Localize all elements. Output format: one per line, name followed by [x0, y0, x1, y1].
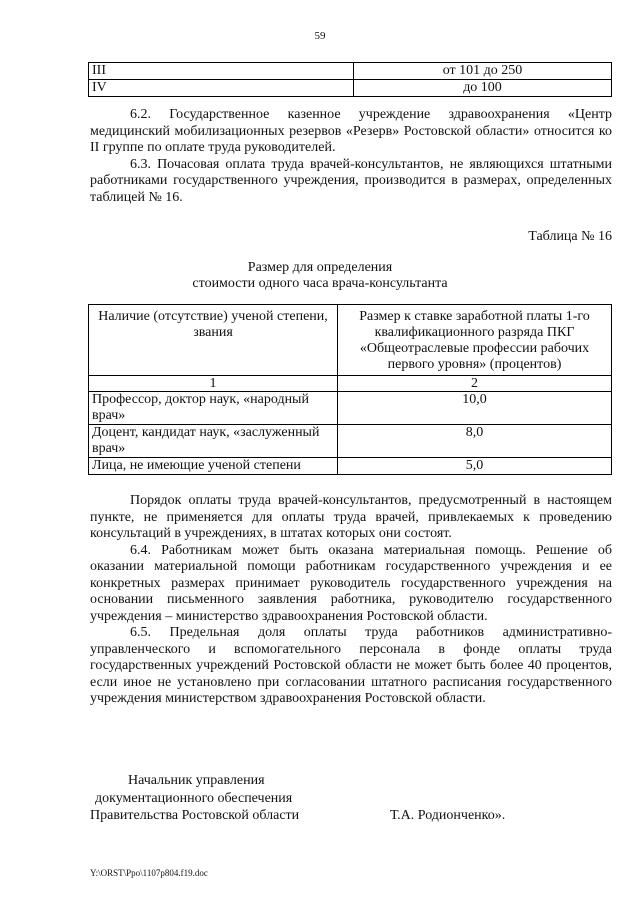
group-cell: IV [89, 80, 354, 97]
paragraph-6-3: 6.3. Почасовая оплата труда врачей-консультантов, не являющихся штатными работниками государственного учреждения, производится в размерах, определенных таблицей № 16. [90, 156, 612, 205]
table-row [89, 392, 612, 425]
row-name: Профессор, доктор наук, «народный врач» [89, 392, 338, 425]
group-cell: III [89, 63, 354, 80]
column-number-row [89, 376, 612, 392]
value-cell: от 101 до 250 [354, 63, 612, 80]
table-16 [88, 304, 612, 475]
row-name: Доцент, кандидат наук, «заслуженный врач» [89, 425, 338, 458]
table-row [89, 63, 612, 80]
file-path-footer: Y:\ORST\Ppo\1107p804.f19.doc [90, 868, 208, 878]
signature-line-3: Правительства Ростовской области [90, 808, 300, 823]
paragraph-6-5: 6.5. Предельная доля оплаты труда работников административно-управленческого и вспомогательного персонала в фонде оплаты труда государственных учреждений Ростовской области не может быть более 40 процентов, если иное не установлено при согласовании штатного расписания государственного учреждения министерством здравоохранения Ростовской области. [90, 625, 612, 706]
row-value: 10,0 [338, 392, 612, 425]
col2-number: 2 [338, 376, 612, 392]
table-16-label: Таблица № 16 [528, 229, 612, 244]
row-value: 5,0 [338, 458, 612, 475]
row-value: 8,0 [338, 425, 612, 458]
signature-line-1: Начальник управления [128, 773, 265, 788]
row-name: Лица, не имеющие ученой степени [89, 458, 338, 475]
section-order-6-4-6-5 [90, 493, 612, 708]
paragraph-6-4: 6.4. Работникам может быть оказана материальная помощь. Решение об оказании материальной помощи работникам государственного учреждения и ее конкретных размерах принимает руководитель государственного учреждения на основании письменного заявления работника, руководителю государственного учреждения – министерство здравоохранения Ростовской области. [90, 542, 612, 624]
caption-line-1: Размер для определения [247, 260, 393, 275]
caption-line-2: стоимости одного часа врача-консультанта [192, 276, 448, 291]
table-row [89, 458, 612, 475]
group-table [88, 62, 612, 97]
col2-header: Размер к ставке заработной платы 1-го квалификационного разряда ПКГ «Общеотраслевые профессии рабочих первого уровня» (процентов) [338, 305, 612, 376]
section-6-2-6-3 [90, 107, 612, 206]
header-row [89, 305, 612, 376]
paragraph-6-2: 6.2. Государственное казенное учреждение здравоохранения «Центр медицинский мобилизационных резервов «Резерв» Ростовской области» относится ко II группе по оплате труда руководителей. [90, 107, 612, 155]
page-number: 59 [314, 30, 326, 42]
col1-header: Наличие (отсутствие) ученой степени, звания [89, 305, 338, 376]
table-16-caption [0, 260, 640, 292]
signature-line-2: документационного обеспечения [95, 791, 293, 806]
col1-number: 1 [89, 376, 338, 392]
value-cell: до 100 [354, 80, 612, 97]
paragraph-order: Порядок оплаты труда врачей-консультантов, предусмотренный в настоящем пункте, не применяется для оплаты труда врачей, привлекаемых к проведению консультаций в учреждениях, в штатах которых они состоят. [90, 493, 612, 541]
table-row [89, 80, 612, 97]
signatory-name: Т.А. Родионченко». [390, 808, 506, 823]
table-row [89, 425, 612, 458]
